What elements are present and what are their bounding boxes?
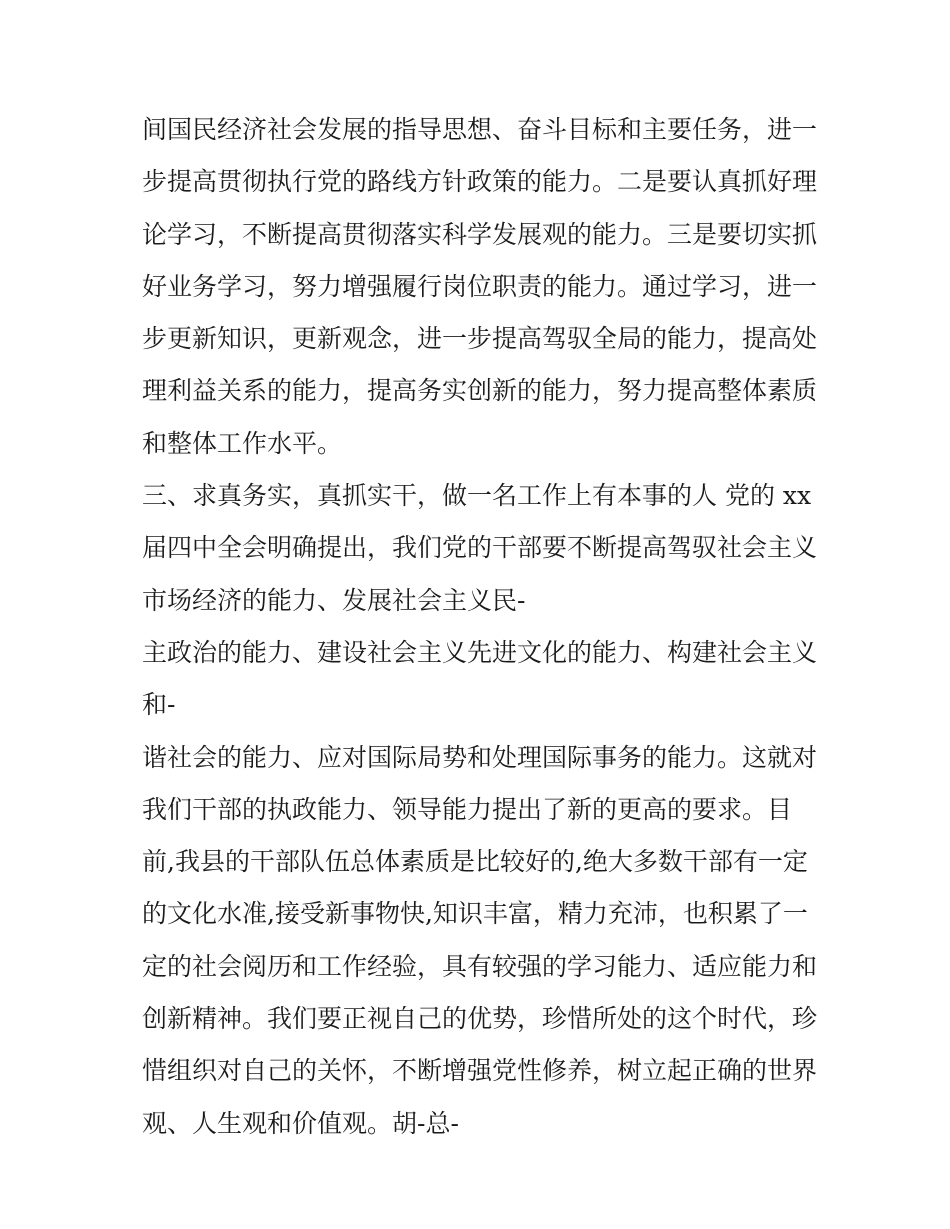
text-line: 谐社会的能力、应对国际局势和处理国际事务的能力。这就对 [142, 742, 818, 772]
text-line: 的文化水准,接受新事物快,知识丰富，精力充沛，也积累了一 [142, 899, 808, 929]
text-line: 步提高贯彻执行党的路线方针政策的能力。二是要认真抓好理 [142, 167, 818, 197]
text-line: 惜组织对自己的关怀，不断增强党性修养，树立起正确的世界 [142, 1056, 818, 1086]
text-line: 市场经济的能力、发展社会主义民- [142, 585, 526, 615]
text-line: 观、人生观和价值观。胡-总- [142, 1108, 459, 1138]
text-line: 间国民经济社会发展的指导思想、奋斗目标和主要任务，进一 [142, 115, 818, 144]
text-line: 论学习，不断提高贯彻落实科学发展观的能力。三是要切实抓 [142, 219, 818, 249]
text-line: 理利益关系的能力，提高务实创新的能力，努力提高整体素质 [142, 376, 818, 406]
body-text [142, 108, 832, 1154]
text-line: 前,我县的干部队伍总体素质是比较好的,绝大多数干部有一定 [142, 847, 808, 877]
text-line: 和整体工作水平。 [142, 428, 343, 458]
text-line: 届四中全会明确提出，我们党的干部要不断提高驾驭社会主义 [142, 533, 818, 563]
text-line: 主政治的能力、建设社会主义先进文化的能力、构建社会主义 [142, 637, 818, 667]
section-heading-line: 三、求真务实，真抓实干，做一名工作上有本事的人 党的 xx [142, 481, 812, 511]
text-line: 步更新知识，更新观念，进一步提高驾驭全局的能力，提高处 [142, 324, 818, 354]
text-line: 定的社会阅历和工作经验，具有较强的学习能力、适应能力和 [142, 951, 818, 981]
text-line: 我们干部的执政能力、领导能力提出了新的更高的要求。目 [142, 794, 793, 824]
text-line: 和- [142, 690, 176, 720]
text-line: 好业务学习，努力增强履行岗位职责的能力。通过学习，进一 [142, 271, 818, 301]
text-line: 创新精神。我们要正视自己的优势，珍惜所处的这个时代，珍 [142, 1004, 818, 1034]
